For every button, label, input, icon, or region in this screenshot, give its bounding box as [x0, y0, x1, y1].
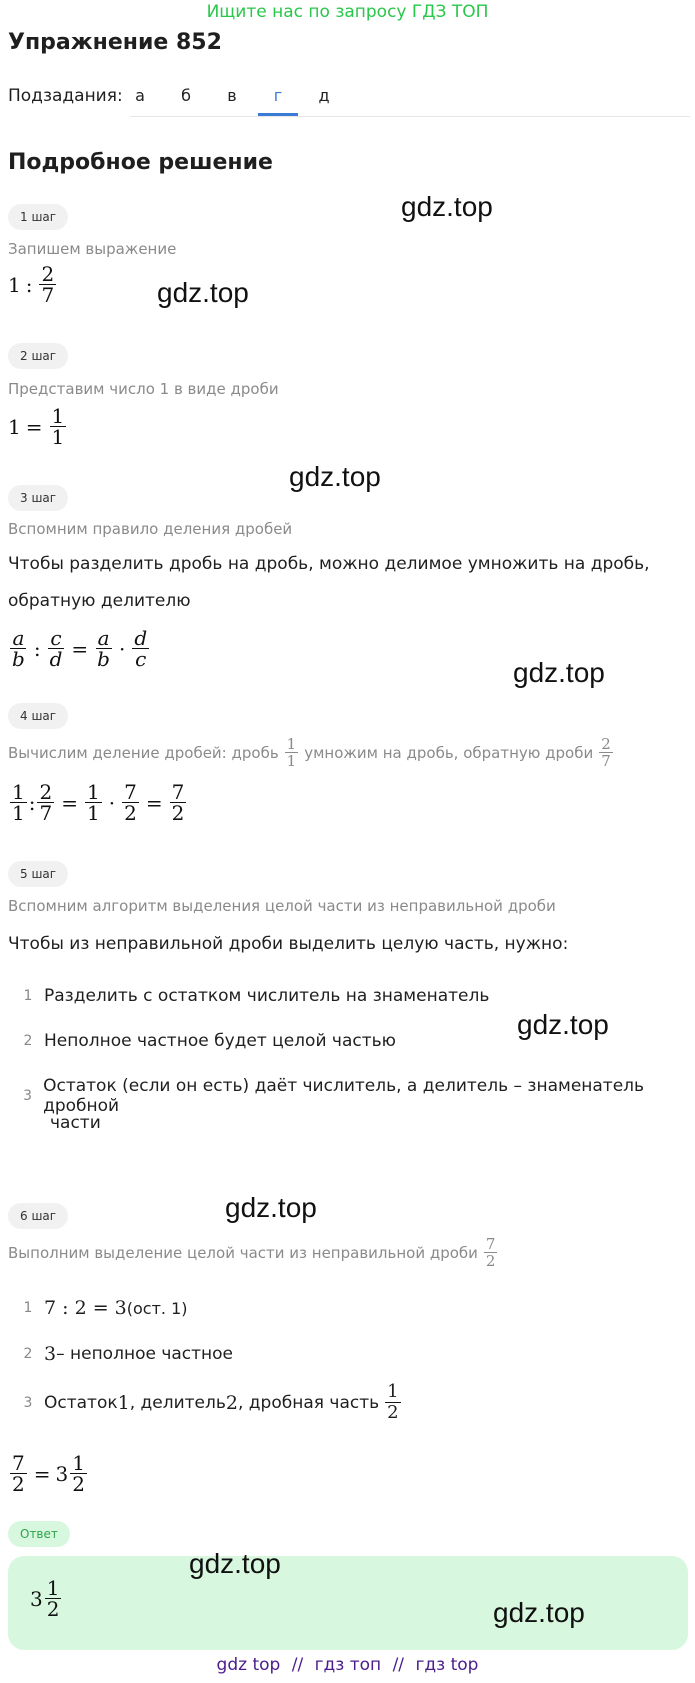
footer-link[interactable]: гдз топ: [314, 1655, 382, 1675]
list-text: , делитель: [129, 1392, 226, 1413]
subtasks-label: Подзадания:: [8, 86, 123, 106]
list-text: , дробная часть: [238, 1392, 380, 1413]
footer-link[interactable]: гдз top: [415, 1655, 479, 1675]
list-text: Остаток: [44, 1392, 118, 1413]
footer-separator: //: [392, 1655, 405, 1675]
exercise-title: Упражнение 852: [8, 30, 222, 55]
watermark: gdz.top: [513, 657, 605, 688]
answer-badge: Ответ: [8, 1521, 70, 1547]
step-caption: Вспомним правило деления дробей: [8, 520, 293, 538]
step-caption: [8, 736, 619, 769]
watermark: gdz.top: [493, 1597, 585, 1628]
rule-text: Чтобы разделить дробь на дробь, можно делимое умножить на дробь,: [8, 554, 650, 574]
tab-a[interactable]: а: [135, 86, 145, 105]
tab-d[interactable]: д: [318, 86, 330, 105]
list-text: (ост. 1): [126, 1298, 188, 1318]
fraction: $\frac{2}{7}$: [601, 735, 611, 770]
footer-link[interactable]: gdz top: [216, 1655, 281, 1675]
tab-g[interactable]: г: [258, 80, 298, 116]
caption-part: Выполним выделение целой части из неправильной дроби: [8, 1243, 478, 1262]
math-inline: 2: [225, 1391, 238, 1414]
step-badge: 1 шаг: [8, 204, 68, 230]
math-inline: 7 : 2 = 3: [44, 1297, 127, 1319]
step-caption: Представим число 1 в виде дроби: [8, 380, 279, 398]
step-badge: 2 шаг: [8, 343, 68, 369]
step-badge: 6 шаг: [8, 1203, 68, 1229]
step-caption: Запишем выражение: [8, 240, 177, 258]
watermark: gdz.top: [157, 277, 249, 308]
fraction: $\frac{7}{2}$: [485, 1235, 496, 1270]
list-text: – неполное частное: [56, 1344, 234, 1364]
answer-box: [8, 1556, 688, 1650]
promo-banner[interactable]: Ищите нас по запросу ГДЗ ТОП: [206, 2, 489, 22]
step-badge: 4 шаг: [8, 703, 68, 729]
list-text: части: [50, 1113, 101, 1133]
list-number: 2: [23, 1346, 33, 1362]
list-number: 1: [23, 988, 33, 1004]
watermark: gdz.top: [189, 1548, 281, 1579]
list-text: Разделить с остатком числитель на знаменатель: [44, 986, 490, 1006]
footer-separator: //: [291, 1655, 304, 1675]
list-item: [18, 1343, 233, 1365]
list-item: [18, 1382, 403, 1423]
list-number: 3: [23, 1394, 33, 1411]
watermark: gdz.top: [225, 1192, 317, 1223]
subtasks-tabs: [130, 80, 690, 117]
list-number: 3: [23, 1088, 33, 1104]
watermark: gdz.top: [289, 461, 381, 492]
fraction: $\frac{1}{1}$: [286, 735, 297, 770]
math-expression: 1 : $\frac{2}{7}$: [8, 262, 55, 307]
tab-b[interactable]: б: [181, 86, 191, 105]
math-calculation: $\frac{1}{1}$ : $\frac{2}{7}$ = $\frac{1}{1}$ · $\frac{7}{2}$ = $\frac{7}{2}$: [12, 780, 185, 825]
watermark: gdz.top: [517, 1009, 609, 1040]
step-badge: 5 шаг: [8, 861, 68, 887]
list-item: [18, 986, 489, 1006]
rule-text: обратную делителю: [8, 591, 191, 611]
fraction: $\frac{1}{2}$: [387, 1381, 399, 1423]
list-number: 2: [23, 1033, 33, 1049]
caption-part: Вычислим деление дробей: дробь: [8, 743, 279, 762]
math-formula: $\frac{a}{b}$ : $\frac{c}{d}$ = $\frac{a}{b}$ · $\frac{d}{c}$: [12, 626, 148, 671]
step-caption: Вспомним алгоритм выделения целой части из неправильной дроби: [8, 897, 556, 915]
list-text: Остаток (если он есть) даёт числитель, а делитель – знаменатель дробной: [43, 1076, 645, 1116]
section-title: Подробное решение: [8, 150, 273, 175]
tab-v[interactable]: в: [227, 86, 237, 105]
math-expression: 1 = $\frac{1}{1}$: [8, 404, 65, 449]
step-badge: 3 шаг: [8, 485, 68, 511]
list-item: [18, 1297, 188, 1319]
algorithm-intro: Чтобы из неправильной дроби выделить целую часть, нужно:: [8, 934, 569, 954]
footer-links: [0, 1652, 695, 1678]
list-number: 1: [23, 1300, 33, 1316]
answer-value: 3 $\frac{1}{2}$: [30, 1576, 60, 1621]
list-item: [18, 1031, 396, 1051]
caption-part: умножим на дробь, обратную дроби: [304, 743, 594, 762]
math-result: $\frac{7}{2}$ = 3 $\frac{1}{2}$: [12, 1451, 85, 1496]
list-text: Неполное частное будет целой частью: [44, 1031, 396, 1051]
math-inline: 3: [44, 1343, 57, 1365]
list-item: [18, 1076, 695, 1116]
watermark: gdz.top: [401, 191, 493, 222]
math-inline: 1: [117, 1391, 130, 1414]
step-caption: [8, 1236, 503, 1269]
